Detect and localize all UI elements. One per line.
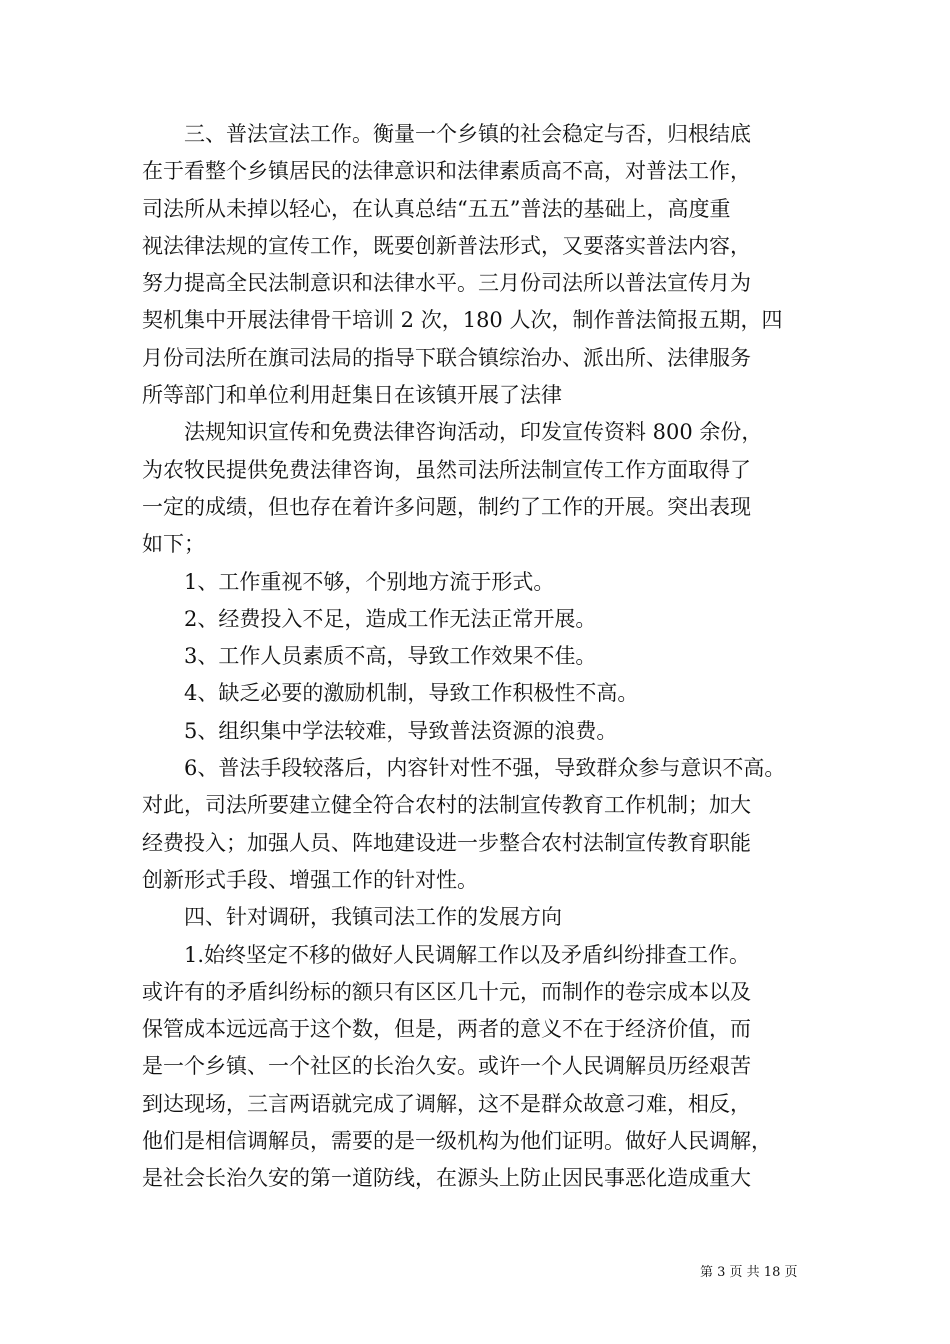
page-number: 第 3 页 共 18 页 <box>700 1265 798 1280</box>
paragraph-line: 三、普法宣法工作。衡量一个乡镇的社会稳定与否，归根结底 <box>184 122 751 146</box>
document-body <box>142 116 822 1198</box>
paragraph-line: 努力提高全民法制意识和法律水平。三月份司法所以普法宣传月为 <box>142 271 751 296</box>
paragraph-line: 经费投入；加强人员、阵地建设进一步整合农村法制宣传教育职能 <box>142 830 751 855</box>
paragraph-line: 创新形式手段、增强工作的针对性。 <box>142 867 478 892</box>
paragraph-line: 视法律法规的宣传工作，既要创新普法形式，又要落实普法内容， <box>142 233 751 258</box>
list-item: 4、缺乏必要的激励机制，导致工作积极性不高。 <box>184 681 639 706</box>
paragraph-line: 契机集中开展法律骨干培训 2 次，180 人次，制作普法简报五期，四 <box>142 308 783 333</box>
list-item: 3、工作人员素质不高，导致工作效果不佳。 <box>184 644 597 669</box>
paragraph-line: 对此，司法所要建立健全符合农村的法制宣传教育工作机制；加大 <box>142 793 751 818</box>
list-item: 1、工作重视不够，个别地方流于形式。 <box>184 569 555 594</box>
paragraph-line: 或许有的矛盾纠纷标的额只有区区几十元，而制作的卷宗成本以及 <box>142 979 751 1004</box>
paragraph-line: 他们是相信调解员，需要的是一级机构为他们证明。做好人民调解， <box>142 1129 772 1154</box>
paragraph-line: 在于看整个乡镇居民的法律意识和法律素质高不高，对普法工作， <box>142 159 751 184</box>
paragraph-line: 月份司法所在旗司法局的指导下联合镇综治办、派出所、法律服务 <box>142 345 751 370</box>
paragraph-line: 司法所从未掉以轻心，在认真总结“五五”普法的基础上，高度重 <box>142 196 731 221</box>
paragraph-line: 如下； <box>142 532 205 557</box>
paragraph-line: 一定的成绩，但也存在着许多问题，制约了工作的开展。突出表现 <box>142 494 751 519</box>
paragraph-line: 是一个乡镇、一个社区的长治久安。或许一个人民调解员历经艰苦 <box>142 1054 751 1079</box>
list-item: 6、普法手段较落后，内容针对性不强，导致群众参与意识不高。 <box>184 756 786 781</box>
paragraph-line: 1.始终坚定不移的做好人民调解工作以及矛盾纠纷排查工作。 <box>184 942 751 967</box>
paragraph-line: 为农牧民提供免费法律咨询，虽然司法所法制宣传工作方面取得了 <box>142 457 751 482</box>
paragraph-line: 法规知识宣传和免费法律咨询活动，印发宣传资料 800 余份， <box>184 420 763 445</box>
list-item: 2、经费投入不足，造成工作无法正常开展。 <box>184 606 597 631</box>
paragraph-line: 保管成本远远高于这个数，但是，两者的意义不在于经济价值，而 <box>142 1017 751 1042</box>
section-heading: 四、针对调研，我镇司法工作的发展方向 <box>184 905 562 930</box>
list-item: 5、组织集中学法较难，导致普法资源的浪费。 <box>184 718 618 743</box>
paragraph-line: 所等部门和单位利用赶集日在该镇开展了法律 <box>142 383 562 408</box>
paragraph-line: 到达现场，三言两语就完成了调解，这不是群众故意刁难，相反， <box>142 1091 751 1116</box>
paragraph-line: 是社会长治久安的第一道防线，在源头上防止因民事恶化造成重大 <box>142 1166 751 1191</box>
